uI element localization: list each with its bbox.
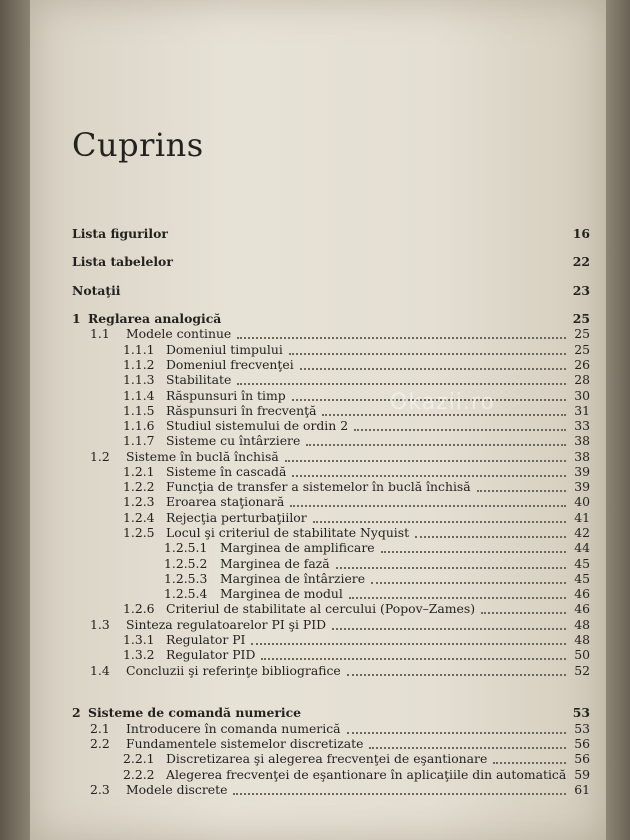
toc-entry-title: Eroarea staţionară xyxy=(166,494,285,509)
toc-leader-dots xyxy=(493,762,566,764)
toc-entry-number: 1.1.1 xyxy=(123,342,155,357)
toc-leader-dots xyxy=(261,658,566,660)
toc-entry-title: Reglarea analogică xyxy=(88,311,222,326)
toc-leader-dots xyxy=(349,597,566,599)
toc-entry xyxy=(30,721,606,737)
toc-entry-title: Domeniul timpului xyxy=(166,342,283,357)
toc-entry xyxy=(30,525,606,541)
toc-entry-number: 1.1.7 xyxy=(123,433,155,448)
toc-entry xyxy=(30,705,606,721)
toc-entry-number: 2.3 xyxy=(90,782,110,797)
toc-entry-page: 56 xyxy=(574,736,590,751)
toc-entry-number: 1.1.4 xyxy=(123,388,155,403)
toc-entry-number: 2.2.2 xyxy=(123,767,155,782)
toc-entry-number: 1.2.1 xyxy=(123,464,155,479)
toc-entry-title: Domeniul frecvenţei xyxy=(166,357,294,372)
toc-leader-dots xyxy=(289,353,566,355)
toc-entry-number: 1.2.5.2 xyxy=(164,556,208,571)
toc-leader-dots xyxy=(332,628,566,630)
toc-entry xyxy=(30,449,606,465)
toc-entry-page: 46 xyxy=(574,586,590,601)
toc-entry-page: 44 xyxy=(574,540,590,555)
toc-entry-page: 53 xyxy=(574,721,590,736)
toc-entry-title: Lista tabelelor xyxy=(72,254,173,269)
toc-entry-page: 25 xyxy=(572,311,590,326)
toc-entry-title: Notaţii xyxy=(72,283,121,298)
toc-entry-title: Sisteme în buclă închisă xyxy=(126,449,279,464)
toc-entry-page: 59 xyxy=(574,767,590,782)
toc-entry xyxy=(30,494,606,510)
toc-entry xyxy=(30,540,606,556)
toc-entry-page: 45 xyxy=(574,571,590,586)
toc-entry-page: 39 xyxy=(574,479,590,494)
toc-leader-dots xyxy=(290,505,566,507)
toc-entry-page: 25 xyxy=(574,342,590,357)
toc-entry-number: 1 xyxy=(72,311,81,326)
toc-leader-dots xyxy=(415,536,566,538)
toc-entry-page: 30 xyxy=(574,388,590,403)
book-page xyxy=(30,0,606,840)
toc-entry xyxy=(30,226,606,242)
toc-entry-number: 2.1 xyxy=(90,721,110,736)
toc-entry xyxy=(30,782,606,798)
toc-leader-dots xyxy=(347,732,566,734)
toc-leader-dots xyxy=(381,551,566,553)
toc-entry xyxy=(30,663,606,679)
toc-entry-title: Locul şi criteriul de stabilitate Nyquist xyxy=(166,525,410,540)
toc-leader-dots xyxy=(251,643,566,645)
toc-entry-page: 38 xyxy=(574,433,590,448)
toc-entry xyxy=(30,326,606,342)
toc-entry xyxy=(30,510,606,526)
toc-entry-title: Sisteme în cascadă xyxy=(166,464,287,479)
toc-entry-page: 50 xyxy=(574,647,590,662)
toc-leader-dots xyxy=(477,490,566,492)
toc-entry xyxy=(30,372,606,388)
toc-entry-title: Regulator PI xyxy=(166,632,246,647)
toc-entry-page: 28 xyxy=(574,372,590,387)
toc-entry-number: 1.1.5 xyxy=(123,403,155,418)
toc-entry xyxy=(30,556,606,572)
toc-entry-title: Sinteza regulatoarelor PI şi PID xyxy=(126,617,327,632)
toc-entry-title: Sisteme cu întârziere xyxy=(166,433,301,448)
toc-entry-number: 1.1 xyxy=(90,326,110,341)
toc-entry-number: 1.2.2 xyxy=(123,479,155,494)
toc-entry-title: Concluzii şi referinţe bibliografice xyxy=(126,663,341,678)
toc-entry-number: 1.4 xyxy=(90,663,110,678)
page-title: Cuprins xyxy=(72,126,204,164)
toc-leader-dots xyxy=(354,429,566,431)
toc-entry-page: 48 xyxy=(574,617,590,632)
toc-entry-title: Regulator PID xyxy=(166,647,256,662)
toc-entry-page: 42 xyxy=(574,525,590,540)
toc-entry-page: 40 xyxy=(574,494,590,509)
toc-leader-dots xyxy=(233,793,566,795)
toc-entry-title: Lista figurilor xyxy=(72,226,168,241)
toc-entry-title: Marginea de întârziere xyxy=(220,571,366,586)
toc-entry-page: 16 xyxy=(572,226,590,241)
toc-entry-page: 61 xyxy=(574,782,590,797)
toc-entry-title: Funcţia de transfer a sistemelor în buclă închisă xyxy=(166,479,471,494)
toc-entry xyxy=(30,433,606,449)
toc-entry-title: Fundamentele sistemelor discretizate xyxy=(126,736,364,751)
toc-entry-page: 56 xyxy=(574,751,590,766)
toc-leader-dots xyxy=(347,674,566,676)
toc-entry-title: Răspunsuri în timp xyxy=(166,388,286,403)
toc-entry-page: 25 xyxy=(574,326,590,341)
watermark: Okazii.ro xyxy=(390,390,495,415)
toc-entry xyxy=(30,736,606,752)
toc-entry-number: 1.2.5 xyxy=(123,525,155,540)
toc-leader-dots xyxy=(481,612,566,614)
toc-entry-page: 22 xyxy=(572,254,590,269)
toc-entry-number: 1.1.6 xyxy=(123,418,155,433)
toc-entry xyxy=(30,342,606,358)
toc-entry-title: Modele continue xyxy=(126,326,232,341)
toc-leader-dots xyxy=(369,747,566,749)
toc-entry-title: Studiul sistemului de ordin 2 xyxy=(166,418,349,433)
toc-entry xyxy=(30,388,606,404)
toc-entry-page: 33 xyxy=(574,418,590,433)
toc-entry-page: 53 xyxy=(572,705,590,720)
toc-entry xyxy=(30,479,606,495)
toc-entry-number: 1.1.2 xyxy=(123,357,155,372)
toc-entry-page: 45 xyxy=(574,556,590,571)
toc-leader-dots xyxy=(285,460,566,462)
toc-entry-page: 41 xyxy=(574,510,590,525)
toc-entry-number: 2.2 xyxy=(90,736,110,751)
toc-entry-page: 31 xyxy=(574,403,590,418)
toc-entry-title: Stabilitate xyxy=(166,372,232,387)
right-background xyxy=(606,0,630,840)
toc-entry-number: 1.3.2 xyxy=(123,647,155,662)
toc-entry-page: 26 xyxy=(574,357,590,372)
toc-entry-page: 48 xyxy=(574,632,590,647)
toc-entry-title: Criteriul de stabilitate al cercului (Popov–Zames) xyxy=(166,601,476,616)
toc-entry-page: 52 xyxy=(574,663,590,678)
toc-entry-title: Rejecţia perturbaţiilor xyxy=(166,510,307,525)
toc-entry xyxy=(30,647,606,663)
toc-leader-dots xyxy=(292,475,566,477)
toc-entry xyxy=(30,767,606,783)
toc-leader-dots xyxy=(313,521,566,523)
toc-entry-title: Marginea de modul xyxy=(220,586,343,601)
toc-entry xyxy=(30,601,606,617)
toc-entry-page: 39 xyxy=(574,464,590,479)
toc-entry xyxy=(30,586,606,602)
toc-leader-dots xyxy=(237,337,566,339)
toc-entry-number: 2.2.1 xyxy=(123,751,155,766)
toc-leader-dots xyxy=(237,383,566,385)
toc-entry-number: 1.2.4 xyxy=(123,510,155,525)
toc-entry-page: 23 xyxy=(572,283,590,298)
toc-entry xyxy=(30,632,606,648)
toc-entry xyxy=(30,357,606,373)
toc-leader-dots xyxy=(336,567,566,569)
toc-entry-number: 1.3.1 xyxy=(123,632,155,647)
toc-leader-dots xyxy=(300,368,566,370)
toc-entry-number: 1.2.5.3 xyxy=(164,571,208,586)
toc-entry-number: 2 xyxy=(72,705,81,720)
toc-entry-number: 1.2.5.1 xyxy=(164,540,208,555)
toc-entry-title: Discretizarea şi alegerea frecvenţei de eşantionare xyxy=(166,751,488,766)
toc-entry-number: 1.2.5.4 xyxy=(164,586,208,601)
toc-entry-title: Modele discrete xyxy=(126,782,228,797)
toc-entry xyxy=(30,311,606,327)
toc-entry xyxy=(30,403,606,419)
toc-entry-title: Alegerea frecvenţei de eşantionare în aplicaţiile din automatică xyxy=(166,767,567,782)
toc-entry-title: Răspunsuri în frecvenţă xyxy=(166,403,317,418)
toc-entry-number: 1.3 xyxy=(90,617,110,632)
toc-entry-title: Introducere în comanda numerică xyxy=(126,721,341,736)
toc-entry-page: 38 xyxy=(574,449,590,464)
toc-entry-title: Marginea de amplificare xyxy=(220,540,375,555)
left-background xyxy=(0,0,30,840)
toc-entry-page: 46 xyxy=(574,601,590,616)
toc-entry-number: 1.2 xyxy=(90,449,110,464)
toc-entry xyxy=(30,751,606,767)
toc-entry xyxy=(30,254,606,270)
toc-leader-dots xyxy=(371,582,566,584)
toc-entry xyxy=(30,283,606,299)
toc-entry-number: 1.2.3 xyxy=(123,494,155,509)
toc-leader-dots xyxy=(306,444,566,446)
toc-entry-title: Marginea de fază xyxy=(220,556,330,571)
toc-entry xyxy=(30,418,606,434)
toc-entry-number: 1.1.3 xyxy=(123,372,155,387)
toc-entry xyxy=(30,571,606,587)
toc-entry-number: 1.2.6 xyxy=(123,601,155,616)
toc-entry xyxy=(30,464,606,480)
toc-entry xyxy=(30,617,606,633)
toc-entry-title: Sisteme de comandă numerice xyxy=(88,705,302,720)
